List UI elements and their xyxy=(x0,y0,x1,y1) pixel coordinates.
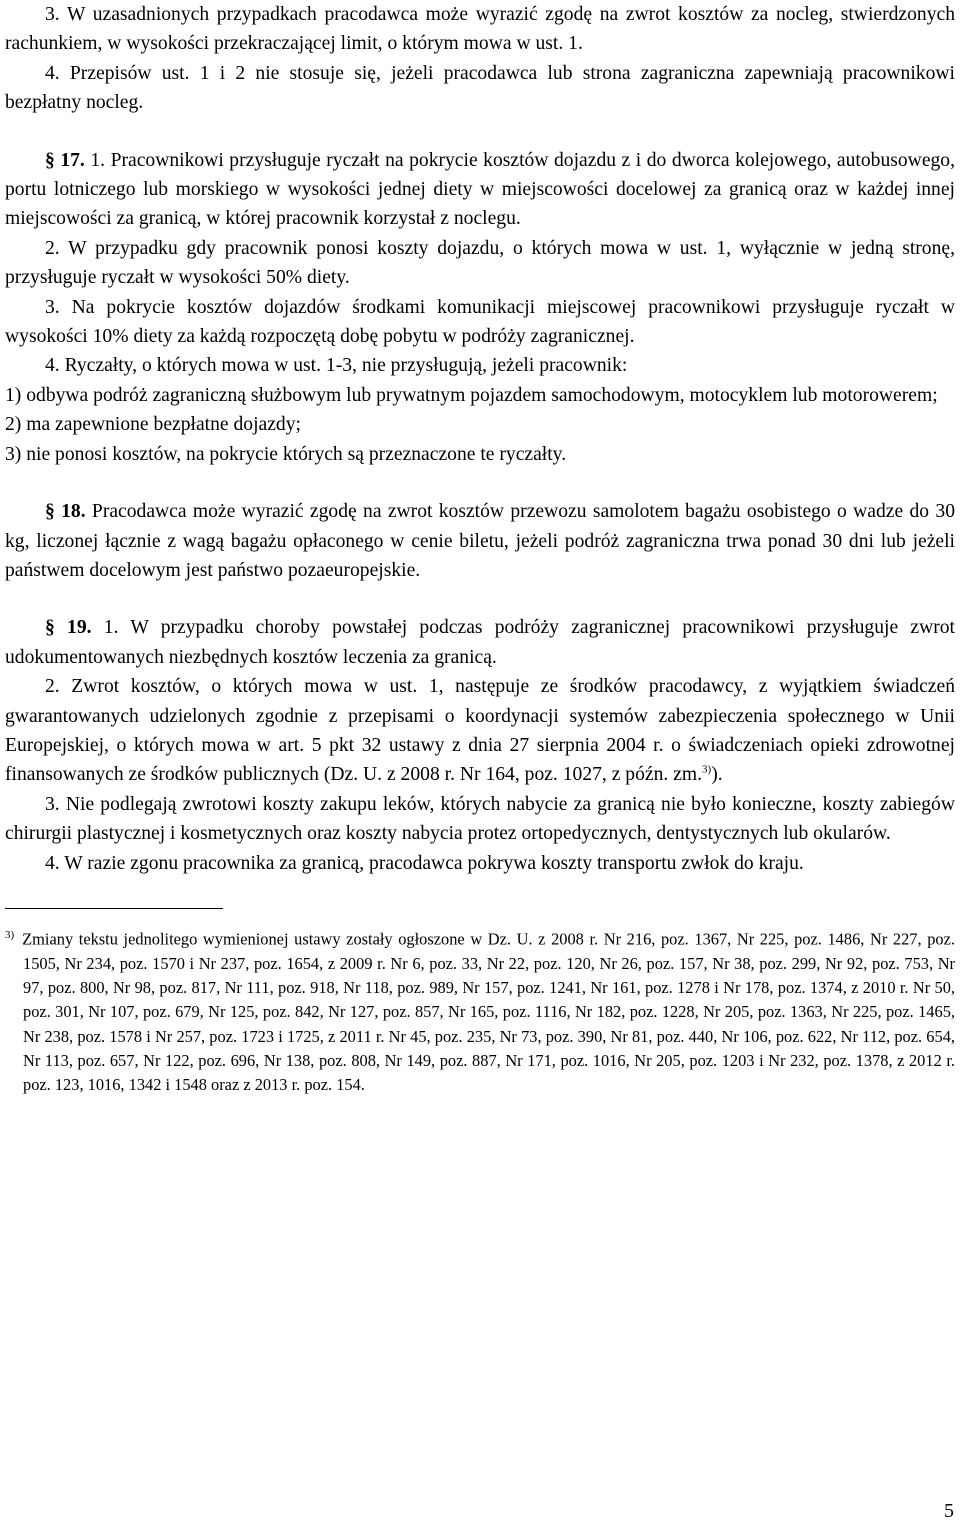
list-item: 2) ma zapewnione bezpłatne dojazdy; xyxy=(5,414,301,436)
section-17-para-4: 4. Ryczałty, o których mowa w ust. 1-3, nie przysługują, jeżeli pracownik: xyxy=(45,355,628,377)
list-item: 3) nie ponosi kosztów, na pokrycie których są przeznaczone te ryczałty. xyxy=(5,443,567,465)
footnote: $^{3)}$ Zmiany tekstu jednolitego wymienionej ustawy zostały ogłoszone w Dz. U. z 2008 r. Nr 216, poz. 1367, Nr 225, poz. 1486, Nr 227, poz. 1505, Nr 234, poz. 1570 i Nr 237, poz. 1654, z 2009 r. Nr 6, poz. 33, Nr 22, poz. 120, Nr 26, poz. 157, Nr 38, poz. 299, Nr 92, poz. 753, Nr 97, poz. 800, Nr 98, poz. 817, Nr 111, poz. 918, Nr 118, poz. 989, Nr 157, poz. 1241, Nr 161, poz. 1278 i Nr 178, poz. 1374, z 2010 r. Nr 50, poz. 301, Nr 107, poz. 679, Nr 125, poz. 842, Nr 127, poz. 857, Nr 165, poz. 1116, Nr 182, poz. 1228, Nr 205, poz. 1363, Nr 225, poz. 1465, Nr 238, poz. 1578 i Nr 257, poz. 1723 i 1725, z 2011 r. Nr 45, poz. 235, Nr 73, poz. 390, Nr 81, poz. 440, Nr 106, poz. 622, Nr 112, poz. 654, Nr 113, poz. 657, Nr 122, poz. 696, Nr 138, poz. 808, Nr 149, poz. 887, Nr 171, poz. 1016, Nr 205, poz. 1203 i Nr 232, poz. 1378, z 2012 r. poz. 123, 1016, 1342 i 1548 oraz z 2013 r. poz. 154. xyxy=(5,928,955,1095)
section-18-heading: § 18. xyxy=(45,501,86,523)
document-page xyxy=(5,0,955,1098)
section-19-para-3: 3. Nie podlegają zwrotowi koszty zakupu leków, których nabycie za granicą nie było konieczne, koszty zabiegów chirurgii plastycznej i kosmetycznych oraz koszty nabycia protez ortopedycznych, dentystycznych lub okularów. xyxy=(5,793,955,845)
page-number: 5 xyxy=(944,1500,954,1522)
paragraph-s16-4: 4. Przepisów ust. 1 i 2 nie stosuje się, jeżeli pracodawca lub strona zagraniczna zapewniają pracownikowi bezpłatny nocleg. xyxy=(5,62,955,114)
list-item: 1) odbywa podróż zagraniczną służbowym lub prywatnym pojazdem samochodowym, motocyklem lub motorowerem; xyxy=(5,384,938,406)
section-17-para-3: 3. Na pokrycie kosztów dojazdów środkami komunikacji miejscowej pracownikowi przysługuje ryczałt w wysokości 10% diety za każdą rozpoczętą dobę pobytu w podróży zagranicznej. xyxy=(5,296,955,348)
footnote-separator xyxy=(5,908,223,909)
section-19-para-2: 2. Zwrot kosztów, o których mowa w ust. 1, następuje ze środków pracodawcy, z wyjątkiem świadczeń gwarantowanych udzielonych zgodnie z przepisami o koordynacji systemów zabezpieczenia społecznego w Unii Europejskiej, o których mowa w art. 5 pkt 32 ustawy z dnia 27 sierpnia 2004 r. o świadczeniach opieki zdrowotnej finansowanych ze środków publicznych (Dz. U. z 2008 r. Nr 164, poz. 1027, z późn. zm.$^{3)}$). xyxy=(5,676,955,786)
footnote-mark: 3) xyxy=(5,928,15,941)
section-18-para: § 18. Pracodawca może wyrazić zgodę na zwrot kosztów przewozu samolotem bagażu osobistego o wadze do 30 kg, liczonej łącznie z wagą bagażu opłaconego w cenie biletu, jeżeli podróż zagraniczna trwa ponad 30 dni lub jeżeli państwem docelowym jest państwo pozaeuropejskie. xyxy=(5,501,955,581)
footnote-reference[interactable]: 3) xyxy=(702,763,712,776)
section-19-heading: § 19. xyxy=(45,617,92,639)
section-17-heading: § 17. xyxy=(45,149,85,171)
section-19-para-4: 4. W razie zgonu pracownika za granicą, pracodawca pokrywa koszty transportu zwłok do kraju. xyxy=(45,852,804,874)
section-17-para-2: 2. W przypadku gdy pracownik ponosi koszty dojazdu, o których mowa w ust. 1, wyłącznie w jedną stronę, przysługuje ryczałt w wysokości 50% diety. xyxy=(5,237,955,289)
section-19-para-1: § 19. 1. W przypadku choroby powstałej podczas podróży zagranicznej pracownikowi przysługuje zwrot udokumentowanych niezbędnych kosztów leczenia za granicą. xyxy=(5,617,955,668)
section-17-para-1: § 17. 1. Pracownikowi przysługuje ryczałt na pokrycie kosztów dojazdu z i do dworca kolejowego, autobusowego, portu lotniczego lub morskiego w wysokości jednej diety w miejscowości docelowej za granicą oraz w każdej innej miejscowości za granicą, w której pracownik korzystał z noclegu. xyxy=(5,149,956,230)
paragraph-s16-3: 3. W uzasadnionych przypadkach pracodawca może wyrazić zgodę na zwrot kosztów za nocleg, stwierdzonych rachunkiem, w wysokości przekraczającej limit, o którym mowa w ust. 1. xyxy=(5,4,955,55)
